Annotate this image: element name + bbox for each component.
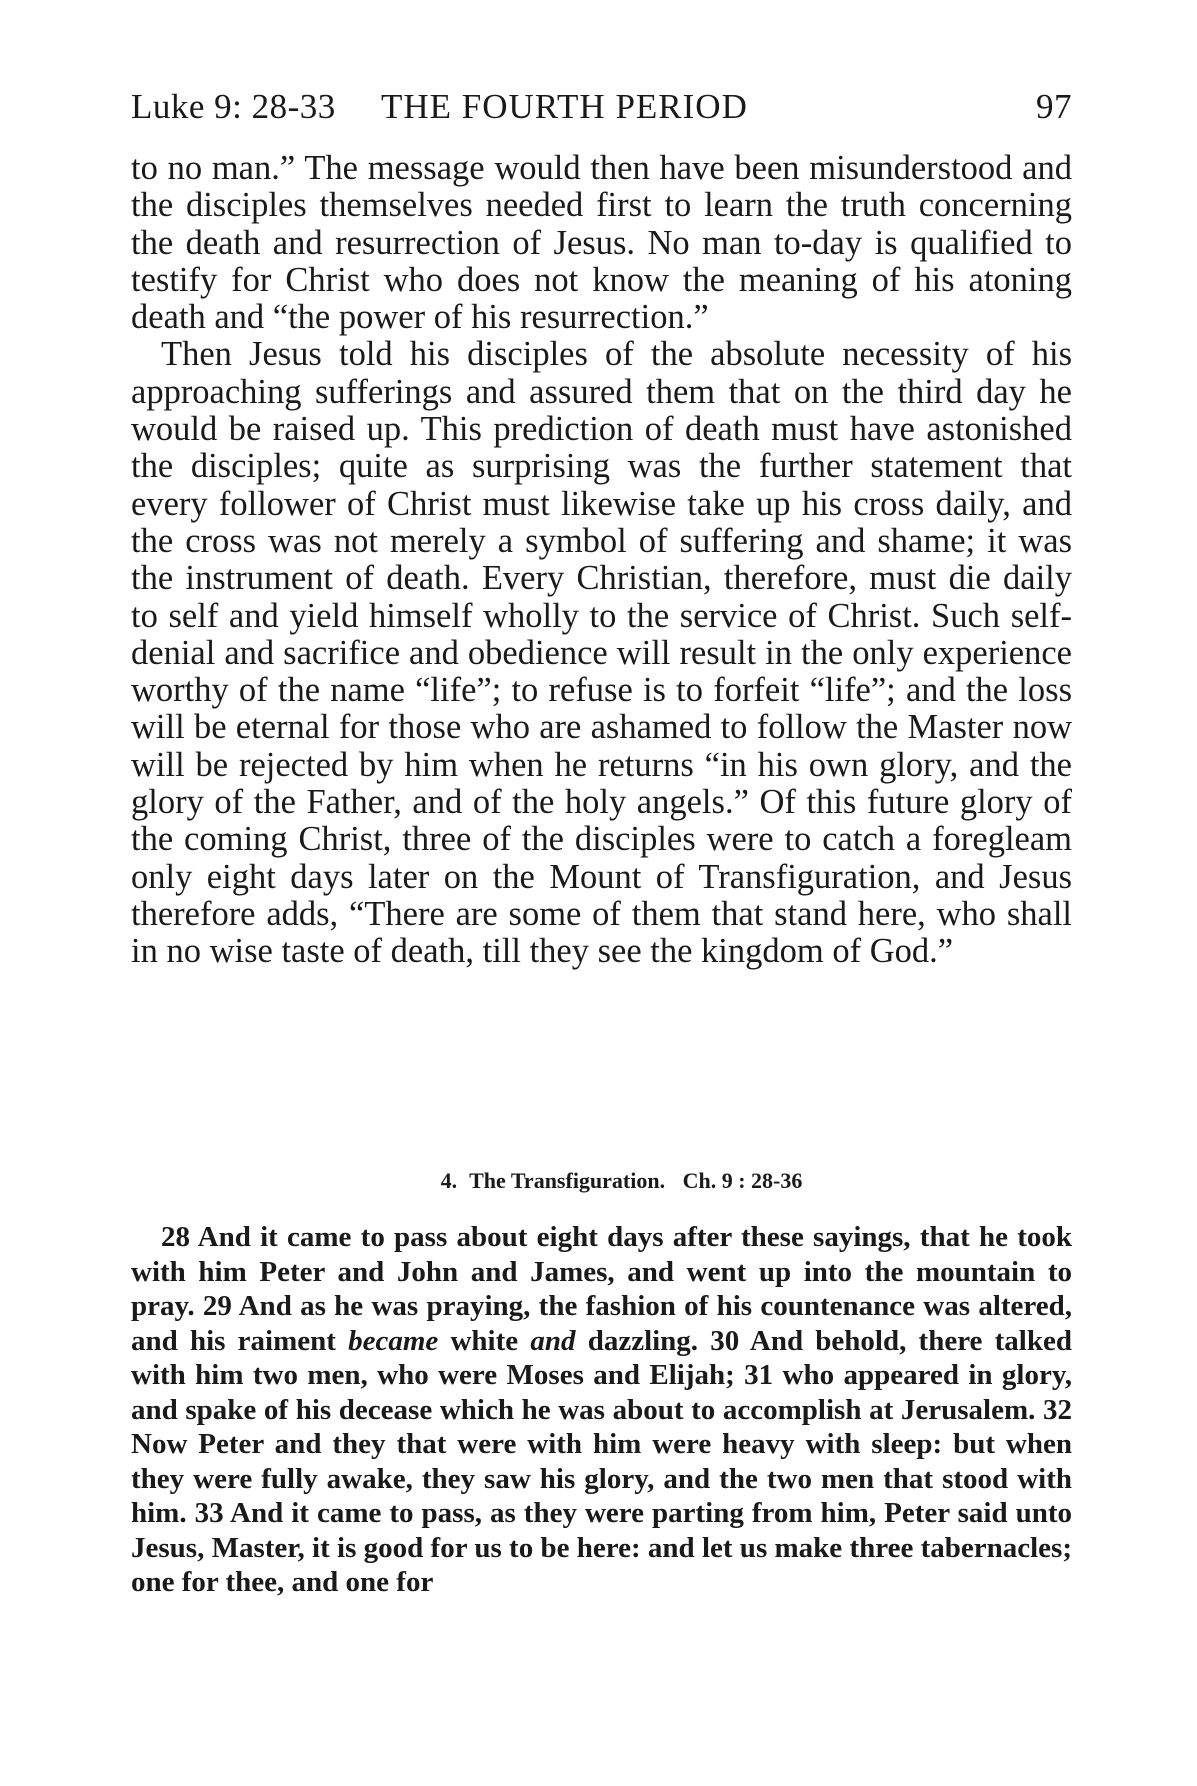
book-page <box>131 0 1072 1786</box>
commentary-paragraph-1: to no man.” The message would then have been misunderstood and the disciples themselves needed first to learn the truth concerning the death and resurrection of Jesus. No man to-day is qualified to testify for Christ who does not know the meaning of his atoning death and “the power of his resurrection.” <box>131 149 1072 337</box>
section-number: 4. <box>440 1168 458 1193</box>
commentary-paragraph-2: Then Jesus told his disciples of the absolute necessity of his approaching sufferings and assured them that on the third day he would be raised up. This prediction of death must have astonished the disciples; quite as surprising was the further statement that every follower of Christ must likewise take up his cross daily, and the cross was not merely a symbol of suffering and shame; it was the instrument of death. Every Christian, therefore, must die daily to self and yield himself wholly to the service of Christ. Such self-denial and sacrifice and obedience will result in the only experience worthy of the name “life”; to refuse is to forfeit “life”; and the loss will be eternal for those who are ashamed to follow the Master now will be rejected by him when he returns “in his own glory, and the glory of the Father, and of the holy angels.” Of this future glory of the coming Christ, three of the disciples were to catch a foregleam only eight days later on the Mount of Transfiguration, and Jesus therefore adds, “There are some of them that stand here, who shall in no wise taste of death, till they see the kingdom of God.” <box>131 335 1072 971</box>
running-head <box>131 82 1072 132</box>
running-head-reference: Luke 9: 28-33 <box>131 87 336 126</box>
page-number: 97 <box>1036 87 1072 126</box>
scripture-italic-and: and <box>530 1324 576 1357</box>
section-reference: Ch. 9 : 28-36 <box>682 1168 803 1193</box>
section-heading <box>131 1166 1072 1196</box>
running-head-title: THE FOURTH PERIOD <box>381 87 748 126</box>
scripture-paragraph <box>131 1220 1072 1600</box>
scripture-text-3: dazzling. 30 And behold, there talked with him two men, who were Moses and Elijah; 31 who appeared in glory, and spake of his decease which he was about to accomplish at Jerusalem. 32 Now Peter and they that were with him were heavy with sleep: but when they were fully awake, they saw his glory, and the two men that stood with him. 33 And it came to pass, as they were parting from him, Peter said unto Jesus, Master, it is good for us to be here: and let us make three tabernacles; one for thee, and one for <box>131 1324 1072 1598</box>
section-title: The Transfiguration. <box>469 1168 666 1193</box>
commentary-text <box>131 150 1072 971</box>
scripture-passage <box>131 1220 1072 1600</box>
scripture-text-1: 28 And it came to pass about eight days after these sayings, that he took with him Peter and John and James, and went up into the mountain to pray. 29 And as he was praying, the fashion of his countenance was altered, and his raiment <box>131 1221 1072 1357</box>
scripture-italic-became: became <box>348 1324 439 1357</box>
scripture-text-2: white <box>438 1324 531 1357</box>
